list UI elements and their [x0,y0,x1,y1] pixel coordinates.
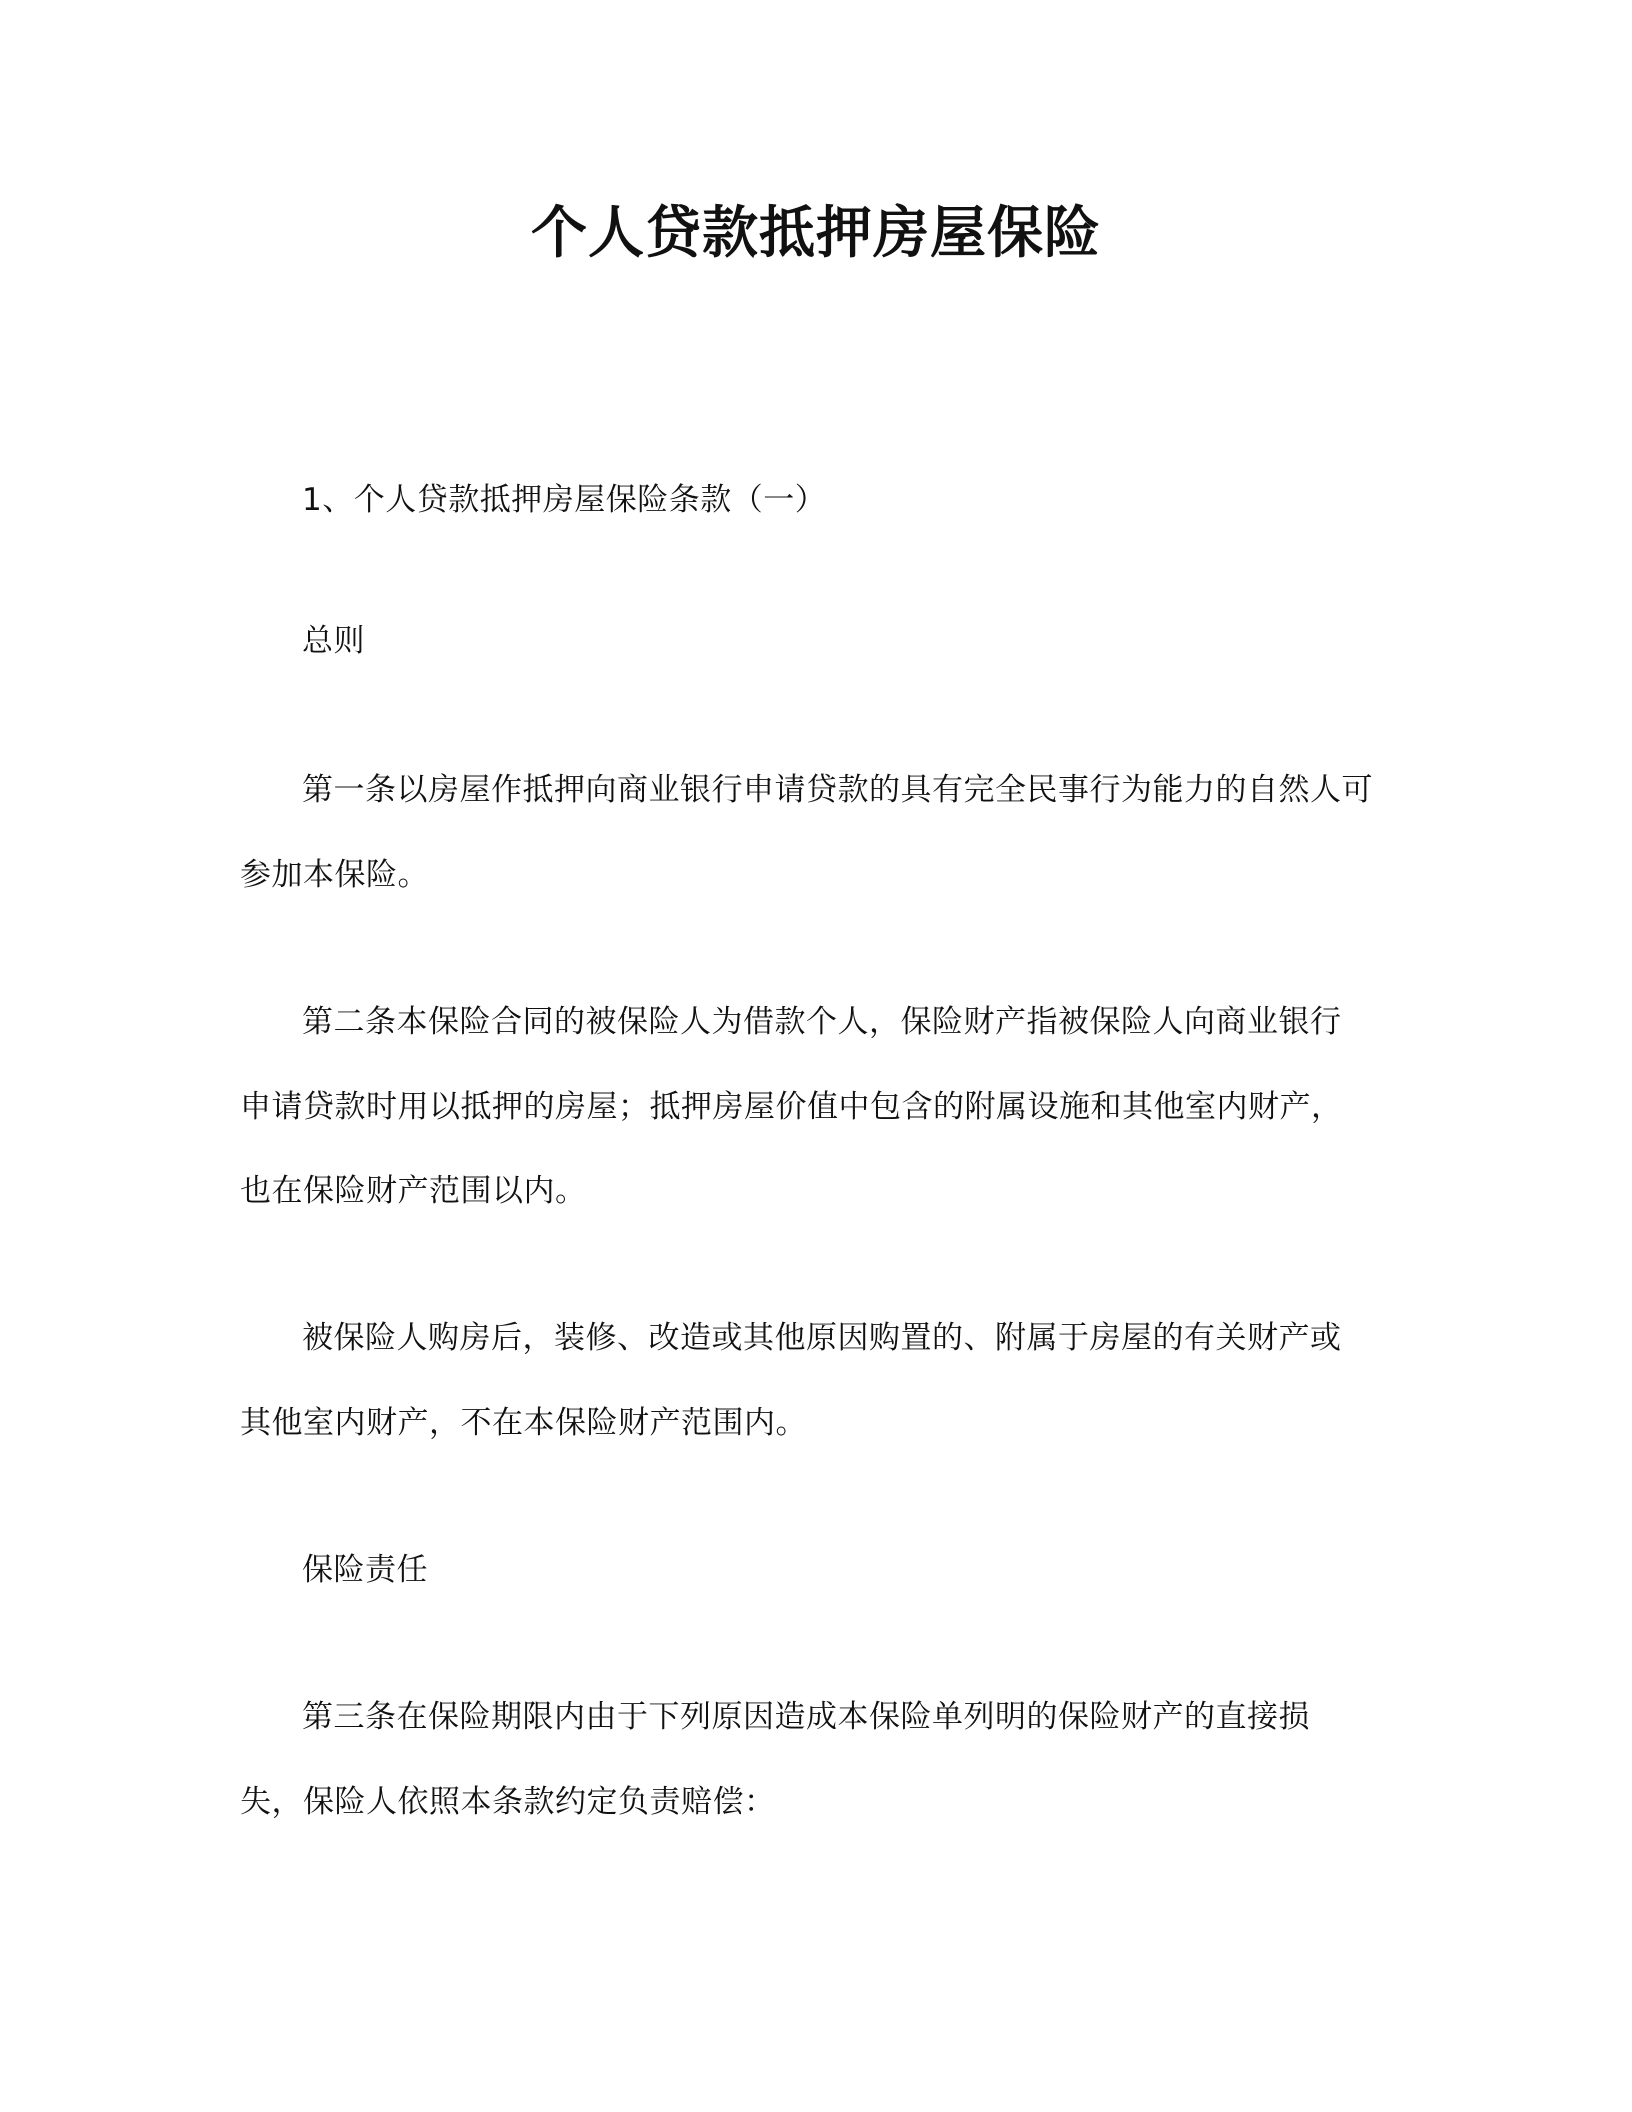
section-heading-general: 总则 [302,623,365,659]
article-3-line-1: 第三条在保险期限内由于下列原因造成本保险单列明的保险财产的直接损 [302,1699,1310,1735]
article-2-line-1: 第二条本保险合同的被保险人为借款个人，保险财产指被保险人向商业银行 [302,1004,1342,1040]
paragraph-line-1: 被保险人购房后，装修、改造或其他原因购置的、附属于房屋的有关财产或 [302,1320,1342,1356]
article-2-line-3: 也在保险财产范围以内。 [240,1173,587,1209]
article-1-line-1: 第一条以房屋作抵押向商业银行申请贷款的具有完全民事行为能力的自然人可 [302,772,1373,808]
article-2-line-2: 申请贷款时用以抵押的房屋；抵押房屋价值中包含的附属设施和其他室内财产， [240,1089,1343,1125]
paragraph-line-2: 其他室内财产，不在本保险财产范围内。 [240,1405,807,1441]
section-heading-liability: 保险责任 [302,1552,428,1588]
article-1-line-2: 参加本保险。 [240,857,429,893]
article-3-line-2: 失，保险人依照本条款约定负责赔偿： [240,1784,776,1820]
document-title: 个人贷款抵押房屋保险 [531,201,1101,266]
section-heading-clause-1: 1、个人贷款抵押房屋保险条款（一） [302,482,827,518]
